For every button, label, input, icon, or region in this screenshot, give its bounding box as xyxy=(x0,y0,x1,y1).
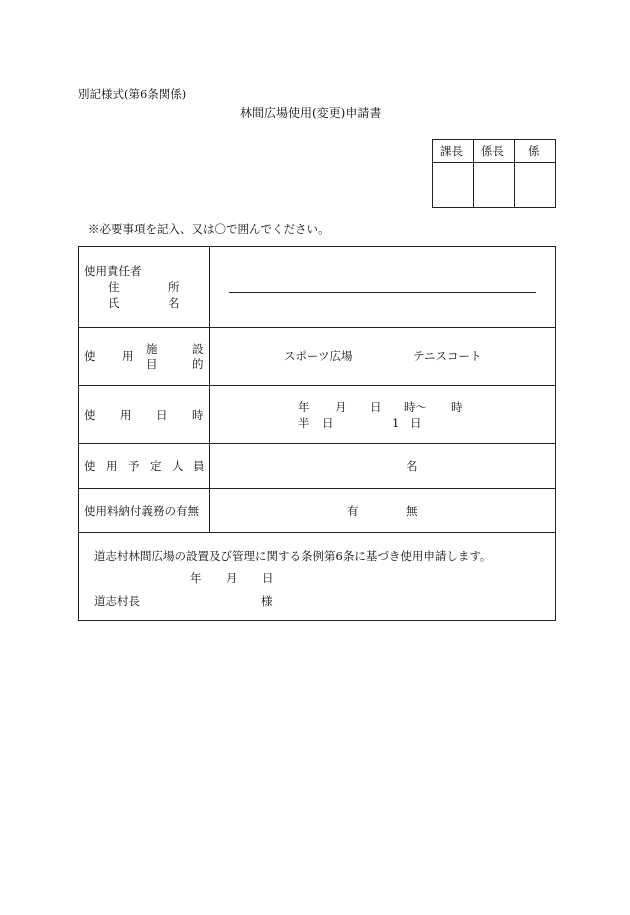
address-label-2: 所 xyxy=(168,280,180,294)
approval-stamp-kakari[interactable] xyxy=(515,163,555,207)
option-tennis-court[interactable]: テニスコート xyxy=(413,349,482,363)
use-label-2: 用 xyxy=(122,349,134,363)
datetime-label-4: 時 xyxy=(192,408,204,422)
option-sports-field[interactable]: スポーツ広場 xyxy=(284,349,353,363)
addressee: 道志村長 xyxy=(94,594,140,608)
responsible-person-label: 使用責任者 xyxy=(84,264,142,278)
people-label-6: 員 xyxy=(193,459,205,473)
people-label-1: 使 xyxy=(84,459,96,473)
people-count-input[interactable] xyxy=(220,448,400,484)
declaration-year[interactable]: 年 xyxy=(190,571,202,585)
declaration-month[interactable]: 月 xyxy=(226,571,238,585)
facility-label-2: 設 xyxy=(192,342,204,356)
approval-header-kacho: 課長 xyxy=(440,144,463,158)
approval-header-kakaricho: 係長 xyxy=(481,144,504,158)
date-day[interactable]: 日 xyxy=(370,400,382,414)
address-input-area[interactable] xyxy=(229,258,536,291)
form-reference: 別記様式(第6条関係) xyxy=(78,87,187,101)
name-input-area[interactable] xyxy=(229,294,536,324)
option-fee-no[interactable]: 無 xyxy=(406,504,418,518)
people-label-5: 人 xyxy=(172,459,184,473)
datetime-label-2: 用 xyxy=(120,408,132,422)
datetime-label-1: 使 xyxy=(84,408,96,422)
document-title: 林間広場使用(変更)申請書 xyxy=(240,106,382,120)
half-day-label-1[interactable]: 半 xyxy=(298,416,310,430)
time-from[interactable]: 時〜 xyxy=(404,400,427,414)
use-label-1: 使 xyxy=(84,349,96,363)
full-day-label-1[interactable]: 1 xyxy=(392,416,400,430)
address-label-1: 住 xyxy=(108,280,120,294)
half-day-label-2[interactable]: 日 xyxy=(322,416,334,430)
approval-stamp-kacho[interactable] xyxy=(433,163,473,207)
purpose-label-2: 的 xyxy=(192,357,204,371)
people-label-2: 用 xyxy=(106,459,118,473)
date-year[interactable]: 年 xyxy=(298,400,310,414)
declaration-text: 道志村林間広場の設置及び管理に関する条例第6条に基づき使用申請します。 xyxy=(94,549,492,563)
address-underline xyxy=(229,292,536,293)
time-to[interactable]: 時 xyxy=(451,400,463,414)
purpose-label-1: 目 xyxy=(146,357,158,371)
fee-obligation-label: 使用料納付義務の有無 xyxy=(84,504,199,518)
full-day-label-2[interactable]: 日 xyxy=(410,416,422,430)
declaration-day[interactable]: 日 xyxy=(262,571,274,585)
approval-stamp-kakaricho[interactable] xyxy=(474,163,514,207)
name-label-2: 名 xyxy=(168,296,180,310)
honorific: 様 xyxy=(261,594,273,608)
instruction-note: ※必要事項を記入、又は〇で囲んでください。 xyxy=(88,222,330,236)
people-unit: 名 xyxy=(406,459,418,473)
approval-header-kakari: 係 xyxy=(528,144,540,158)
people-label-4: 定 xyxy=(150,459,162,473)
option-fee-yes[interactable]: 有 xyxy=(347,504,359,518)
date-month[interactable]: 月 xyxy=(335,400,347,414)
datetime-label-3: 日 xyxy=(156,408,168,422)
people-label-3: 予 xyxy=(128,459,140,473)
facility-label-1: 施 xyxy=(146,342,158,356)
name-label-1: 氏 xyxy=(108,296,120,310)
